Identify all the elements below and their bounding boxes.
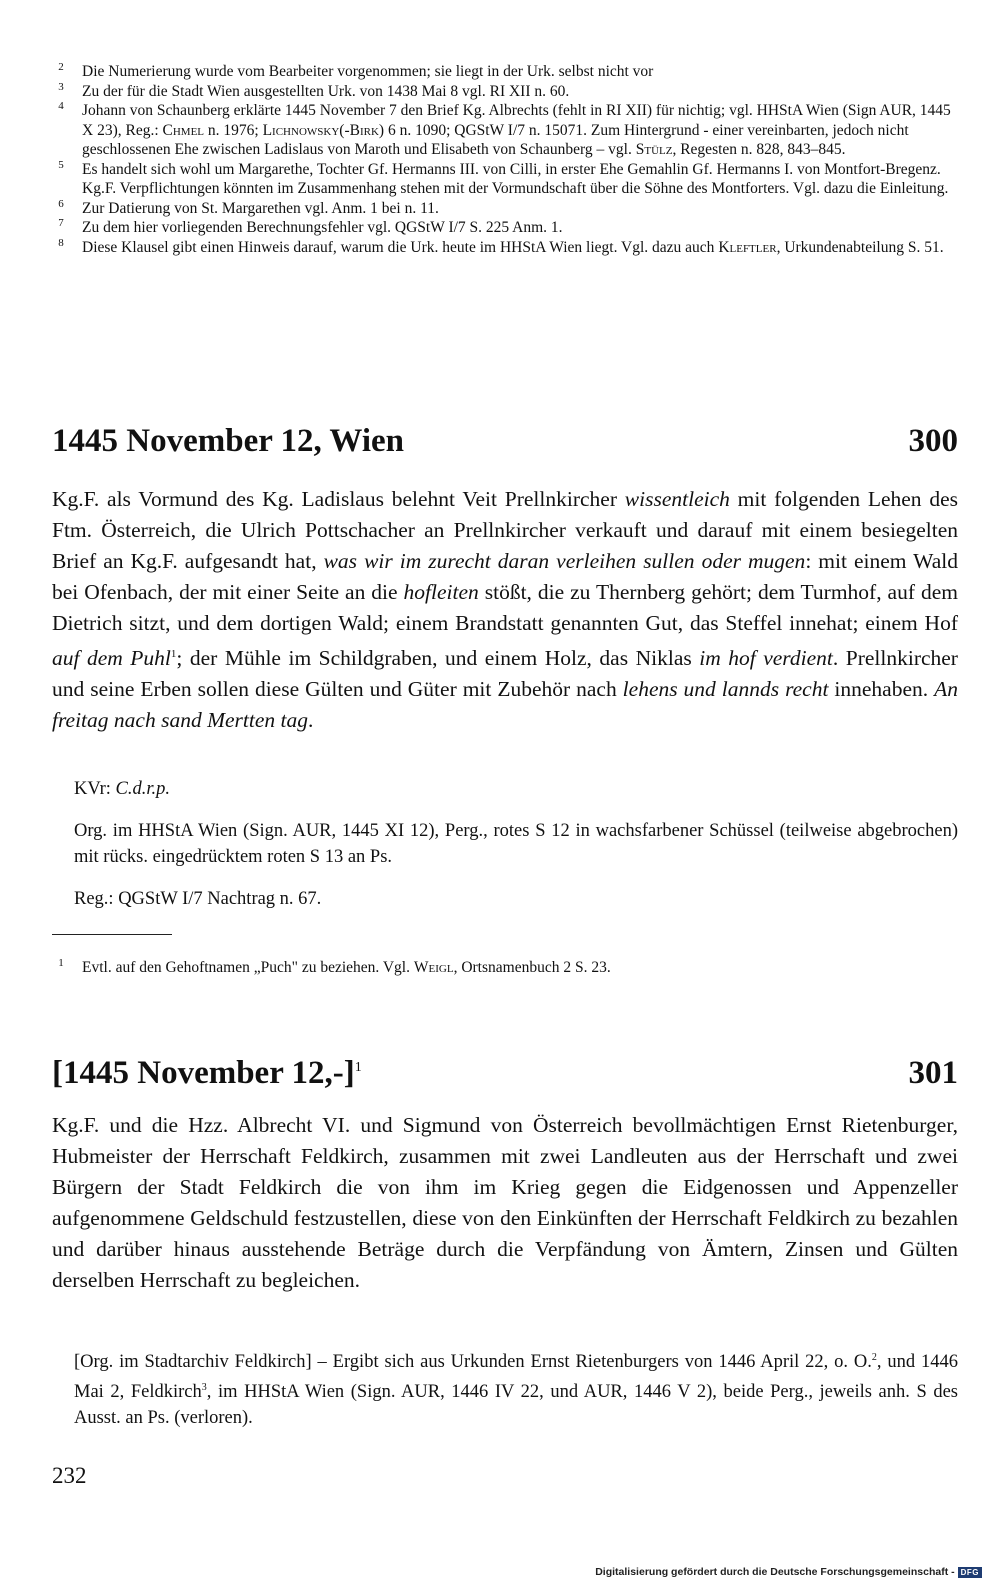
entry-number: 300 [908,423,958,459]
regest-text: Kg.F. als Vormund des Kg. Ladislaus belehnt Veit Prellnkircher [52,487,625,511]
footnote-text: Die Numerierung wurde vom Bearbeiter vorgenommen; sie liegt in der Urk. selbst nicht vor [82,63,654,80]
regest-text: . [307,708,314,733]
footnote-text: Johann von Schaunberg erklärte 1445 November 7 den Brief Kg. Albrechts (fehlt in RI XII) für nichtig; vgl. HHStA Wien (Sign AUR, 1445 X 23), Reg.: [82,102,951,139]
footnote-number: 2 [58,61,64,73]
footnote [54,101,960,160]
footnote-text: , Regesten n. 828, 843–845. [672,141,846,158]
original-note: [Org. im Stadtarchiv Feldkirch] – Ergibt sich aus Urkunden Ernst Rietenburgers von 1446 April 22, o. O. [74,1352,872,1373]
footnote-ref: 1 [170,648,177,660]
author-name: Weigl [413,959,454,976]
entry-300-regest [52,484,958,736]
footnote [54,160,960,199]
quoted-source-text: An freitag nach sand Mertten tag [52,677,958,733]
original-note: Org. im HHStA Wien (Sign. AUR, 1445 XI 12), Perg., rotes S 12 in wachsfarbener Schüssel (teilweise abgebrochen) mit rücks. eingedrücktem roten S 13 an Ps. [74,821,958,867]
footnote-text: Zur Datierung von St. Margarethen vgl. Anm. 1 bei n. 11. [82,199,439,217]
footnote-text: , Urkundenabteilung S. 51. [776,238,944,256]
regest-text: Kg.F. und die Hzz. Albrecht VI. und Sigmund von Österreich bevollmächtigen Ernst Rietenburger, Hubmeister der Herrschaft Feldkirch, zusammen mit zwei Landleuten aus der Herrschaft und zwei Bürgern der Stadt Feldkirch die von ihm im Krieg gegen die Eidgenossen und Appenzeller aufgenommene Geldschuld festzustellen, diese von den Einkünften der Herrschaft Feldkirch zu bezahlen und darüber hinaus ausstehende Beträge durch die Verpfändung von Ämtern, Zinsen und Gülten derselben Herrschaft zu begleichen. [52,1113,958,1292]
entry-title-text: [1445 November 12,-] [52,1055,355,1091]
regest-text: ; der Mühle im Schildgraben, und einem Holz, das Niklas [176,646,700,671]
dfg-logo: DFG [958,1567,982,1578]
author-name: Chmel [162,121,205,139]
footnote [54,958,960,978]
entry-number: 301 [908,1055,958,1091]
quoted-source-text: auf dem Puhl [52,646,171,671]
kvr-value: C.d.r.p. [115,779,171,799]
entry-300-header [52,421,958,461]
footnote-number: 8 [58,236,64,249]
entry-301-regest [52,1110,958,1296]
quoted-source-text: hofleiten [403,580,479,604]
footnote-number: 3 [58,80,64,93]
footnote-text: n. 1976; [204,121,263,139]
regest-text: : mit einem Wald bei Ofenbach, der mit einer Seite an die [52,549,958,604]
original-note: , im HHStA Wien (Sign. AUR, 1446 IV 22, und AUR, 1446 V 2), beide Perg., jeweils anh. S des Ausst. an Ps. (verloren). [74,1382,958,1429]
footnote-ref: 3 [201,1382,207,1394]
footnote-text: Evtl. auf den Gehoftnamen „Puch" zu beziehen. Vgl. [82,959,414,976]
entry-301-original [74,1345,958,1431]
entry-title [52,1048,362,1093]
footnote-number: 5 [58,158,64,171]
original-note: , und 1446 Mai 2, Feldkirch [74,1352,959,1403]
footnote-text: 6 n. 1090; QGStW I/7 n. 15071. Zum Hintergrund - einer vereinbarten, jedoch nicht geschlossenen Ehe zwischen Ladislaus von Maroth und Elisabeth von Schaunberg – vgl. [82,121,909,158]
footnotes-entry-300 [54,958,960,978]
footnote-number: 6 [58,197,64,210]
footnote-divider [52,934,172,935]
entry-title: 1445 November 12, Wien [52,423,404,459]
footnote-number: 1 [58,957,64,969]
footnote-text: , Ortsnamenbuch 2 S. 23. [453,959,611,976]
footnote [54,82,960,102]
footnote [54,218,960,238]
footnote [54,62,960,82]
digitization-footer [595,1566,982,1578]
regest-reference: Reg.: QGStW I/7 Nachtrag n. 67. [74,889,322,909]
footnote-number: 4 [58,100,64,112]
regest-text: innehaben. [828,677,935,702]
footnote-text: Zu dem hier vorliegenden Berechnungsfehler vgl. QGStW I/7 S. 225 Anm. 1. [82,219,563,236]
author-name: Stülz [635,141,673,158]
digitization-note: Digitalisierung gefördert durch die Deutsche Forschungsgemeinschaft - [595,1566,955,1578]
entry-300-kvr [74,776,958,802]
author-name: Kleftler [718,238,777,256]
quoted-source-text: wissentleich [624,487,730,511]
entry-301-header [52,1048,958,1093]
footnotes-top [54,62,960,257]
footnote-text: Es handelt sich wohl um Margarethe, Tochter Gf. Hermanns III. von Cilli, in erster Ehe Gemahlin Gf. Hermanns I. von Montfort-Bregenz. Kg.F. Verpflichtungen könnten im Zusammenhang stehen mit der Vormundschaft über die Söhne des Montforters. Vgl. dazu die Einleitung. [82,160,949,197]
footnote-ref: 1 [354,1060,362,1075]
footnote [54,199,960,219]
footnote [54,238,960,258]
footnote-number: 7 [58,217,64,229]
quoted-source-text: was wir im zurecht daran verleihen sullen oder mugen [323,549,806,573]
kvr-label: KVr: [74,779,116,799]
regest-text: mit folgenden Lehen des Ftm. Österreich, die Ulrich Pottschacher an Prellnkircher verkauft und darauf mit einem besiegelten Brief an Kg.F. aufgesandt hat, [52,487,958,573]
footnote-text: Zu der für die Stadt Wien ausgestellten Urk. von 1438 Mai 8 vgl. RI XII n. 60. [82,82,570,100]
regest-text: . Prellnkircher und seine Erben sollen diese Gülten und Güter mit Zubehör nach [52,646,958,702]
quoted-source-text: lehens und lannds recht [622,677,829,702]
entry-300-original [74,818,958,870]
quoted-source-text: im hof verdient [699,646,833,671]
author-name: Lichnowsky(-Birk) [262,121,385,139]
entry-300-regest-ref [74,886,958,912]
footnote-ref: 2 [871,1352,877,1363]
page-number: 232 [52,1463,87,1488]
regest-text: stößt, die zu Thernberg gehört; dem Turmhof, auf dem Dietrich sitzt, und dem dortigen Wald; einem Brandstatt genannten Gut, das Steffel innehat; einem Hof [52,580,958,635]
footnote-text: Diese Klausel gibt einen Hinweis darauf, warum die Urk. heute im HHStA Wien liegt. Vgl. dazu auch [82,238,719,256]
